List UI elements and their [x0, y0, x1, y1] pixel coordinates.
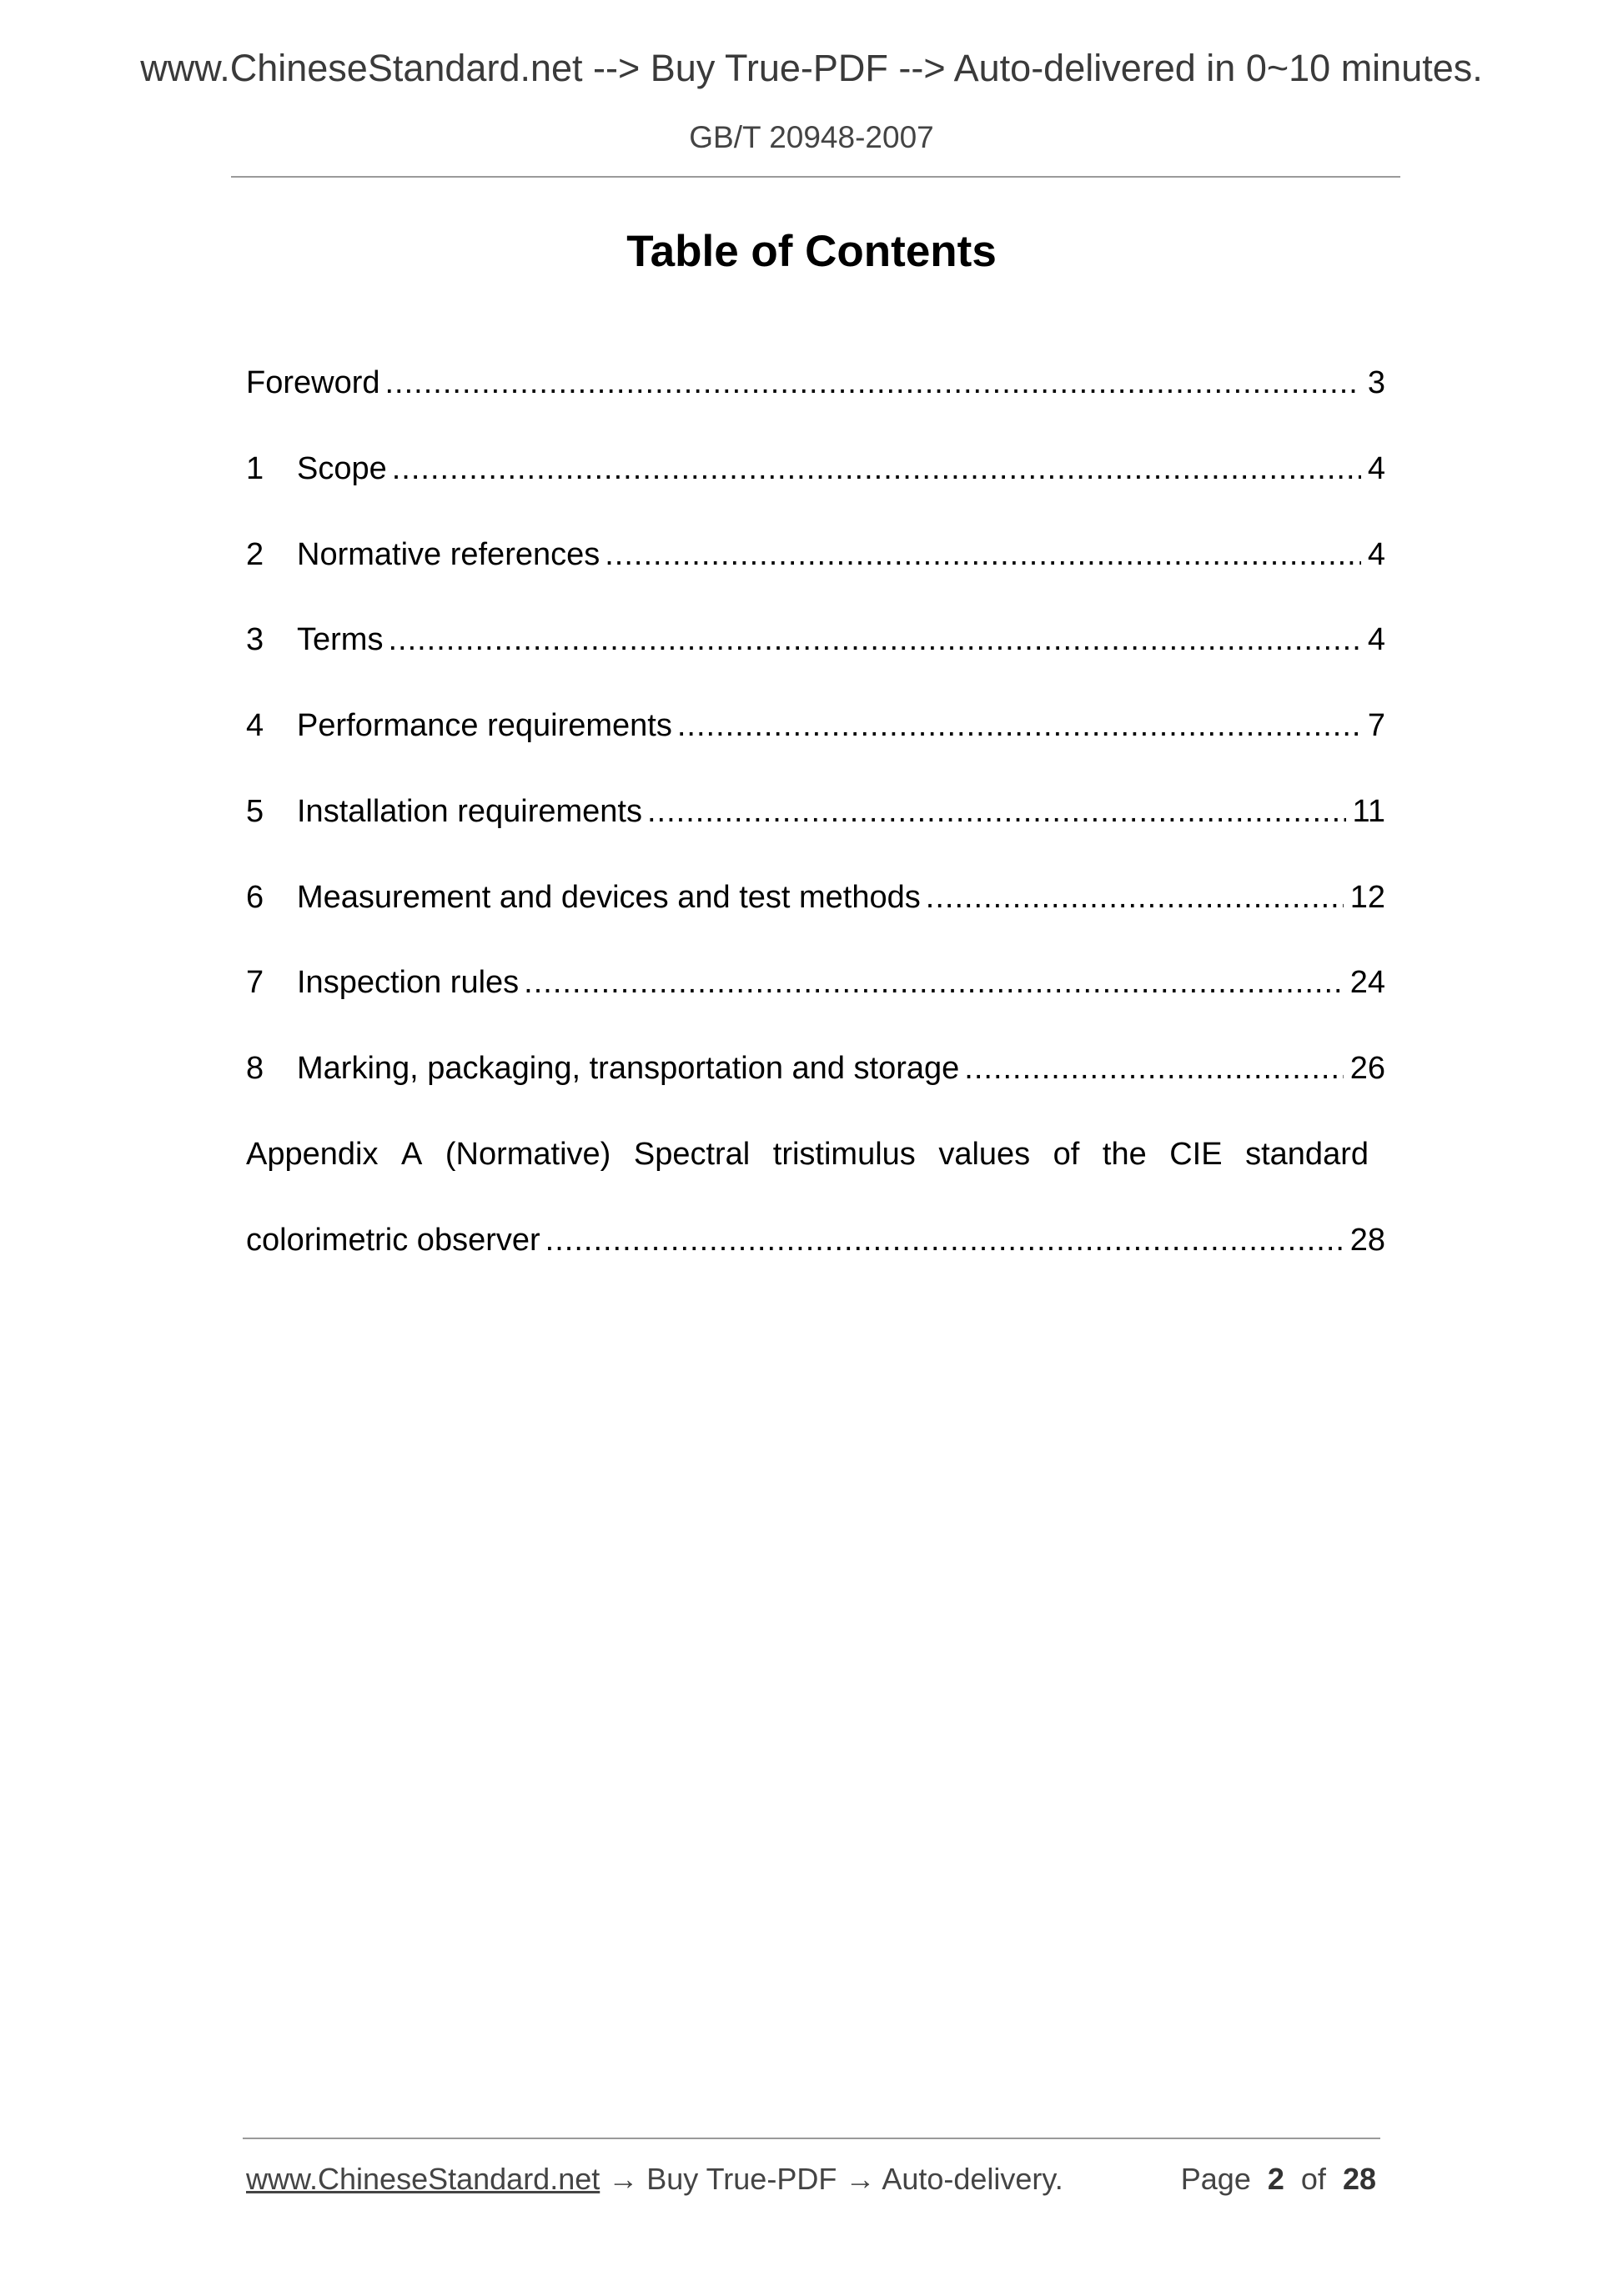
page-title: Table of Contents — [626, 227, 997, 276]
toc-appendix-word: the — [1102, 1137, 1147, 1172]
toc-entry-number: 8 — [246, 1051, 264, 1086]
toc-appendix-word: (Normative) — [445, 1137, 611, 1172]
toc-entry-terms[interactable] — [246, 615, 1385, 665]
toc-entry-appendix-a-line1[interactable] — [246, 1129, 1369, 1179]
toc-leader-dots — [545, 1215, 1344, 1265]
toc-appendix-word: standard — [1245, 1137, 1369, 1172]
toc-leader-dots — [388, 615, 1360, 665]
toc-entry-number: 2 — [246, 537, 264, 572]
footer-website-link[interactable]: www.ChineseStandard.net — [246, 2162, 600, 2196]
header-divider — [231, 176, 1400, 178]
toc-entry-number: 7 — [246, 965, 264, 1000]
toc-entry-page: 24 — [1349, 965, 1385, 1000]
toc-entry-foreword[interactable] — [246, 358, 1385, 408]
toc-leader-dots — [605, 530, 1361, 580]
toc-entry-label: Normative references — [297, 537, 600, 572]
toc-entry-label: Inspection rules — [297, 965, 520, 1000]
toc-entry-page: 4 — [1367, 622, 1385, 657]
toc-leader-dots — [385, 358, 1361, 408]
toc-entry-label: Measurement and devices and test methods — [297, 880, 921, 915]
toc-leader-dots — [964, 1043, 1343, 1093]
toc-entry-inspection-rules[interactable] — [246, 957, 1385, 1007]
page-current: 2 — [1267, 2162, 1284, 2196]
toc-leader-dots — [677, 701, 1361, 751]
toc-appendix-word: values — [938, 1137, 1031, 1172]
toc-leader-dots — [647, 786, 1346, 837]
toc-appendix-word: tristimulus — [772, 1137, 916, 1172]
toc-entry-page: 12 — [1349, 880, 1385, 915]
footer-promo — [246, 2158, 1063, 2200]
page-total: 28 — [1342, 2162, 1376, 2196]
toc-entry-label: Terms — [297, 622, 384, 657]
toc-entry-number: 3 — [246, 622, 264, 657]
toc-appendix-word: of — [1053, 1137, 1080, 1172]
toc-entry-label: Scope — [297, 451, 387, 486]
toc-entry-appendix-a-line2[interactable] — [246, 1215, 1385, 1265]
toc-entry-number: 5 — [246, 794, 264, 829]
toc-entry-label: Performance requirements — [297, 708, 672, 743]
toc-entry-number: 6 — [246, 880, 264, 915]
toc-entry-page: 3 — [1367, 365, 1385, 400]
toc-entry-page: 4 — [1367, 537, 1385, 572]
page-footer — [246, 2158, 1380, 2200]
document-id: GB/T 20948-2007 — [689, 120, 934, 154]
toc-appendix-word: Spectral — [633, 1137, 751, 1172]
toc-entry-label: Installation requirements — [297, 794, 642, 829]
page-number — [1181, 2158, 1376, 2200]
toc-entry-performance-requirements[interactable] — [246, 701, 1385, 751]
toc-entry-label: colorimetric observer — [246, 1223, 540, 1258]
page-of-label: of — [1300, 2162, 1326, 2196]
toc-appendix-word: Appendix — [246, 1137, 379, 1172]
toc-entry-page: 4 — [1367, 451, 1385, 486]
toc-entry-page: 26 — [1349, 1051, 1385, 1086]
toc-entry-label: Foreword — [246, 365, 380, 400]
toc-entry-scope[interactable] — [246, 444, 1385, 494]
page-label: Page — [1180, 2162, 1251, 2196]
toc-entry-marking-packaging[interactable] — [246, 1043, 1385, 1093]
toc-entry-normative-references[interactable] — [246, 530, 1385, 580]
toc-appendix-word: CIE — [1169, 1137, 1223, 1172]
toc-entry-measurement-devices-test-methods[interactable] — [246, 872, 1385, 922]
toc-leader-dots — [524, 957, 1344, 1007]
footer-promo-text: → Buy True-PDF → Auto-delivery. — [600, 2162, 1063, 2196]
footer-divider — [243, 2138, 1380, 2139]
toc-entry-label: Marking, packaging, transportation and storage — [297, 1051, 960, 1086]
toc-entry-page: 28 — [1349, 1223, 1385, 1258]
toc-entry-page: 7 — [1367, 708, 1385, 743]
toc-entry-installation-requirements[interactable] — [246, 786, 1385, 837]
toc-appendix-word: A — [400, 1137, 423, 1172]
toc-entry-number: 1 — [246, 451, 264, 486]
toc-entry-number: 4 — [246, 708, 264, 743]
top-banner: www.ChineseStandard.net --> Buy True-PDF --> Auto-delivered in 0~10 minutes. — [140, 47, 1483, 89]
toc-leader-dots — [392, 444, 1361, 494]
toc-entry-page: 11 — [1352, 794, 1385, 829]
toc-leader-dots — [926, 872, 1344, 922]
